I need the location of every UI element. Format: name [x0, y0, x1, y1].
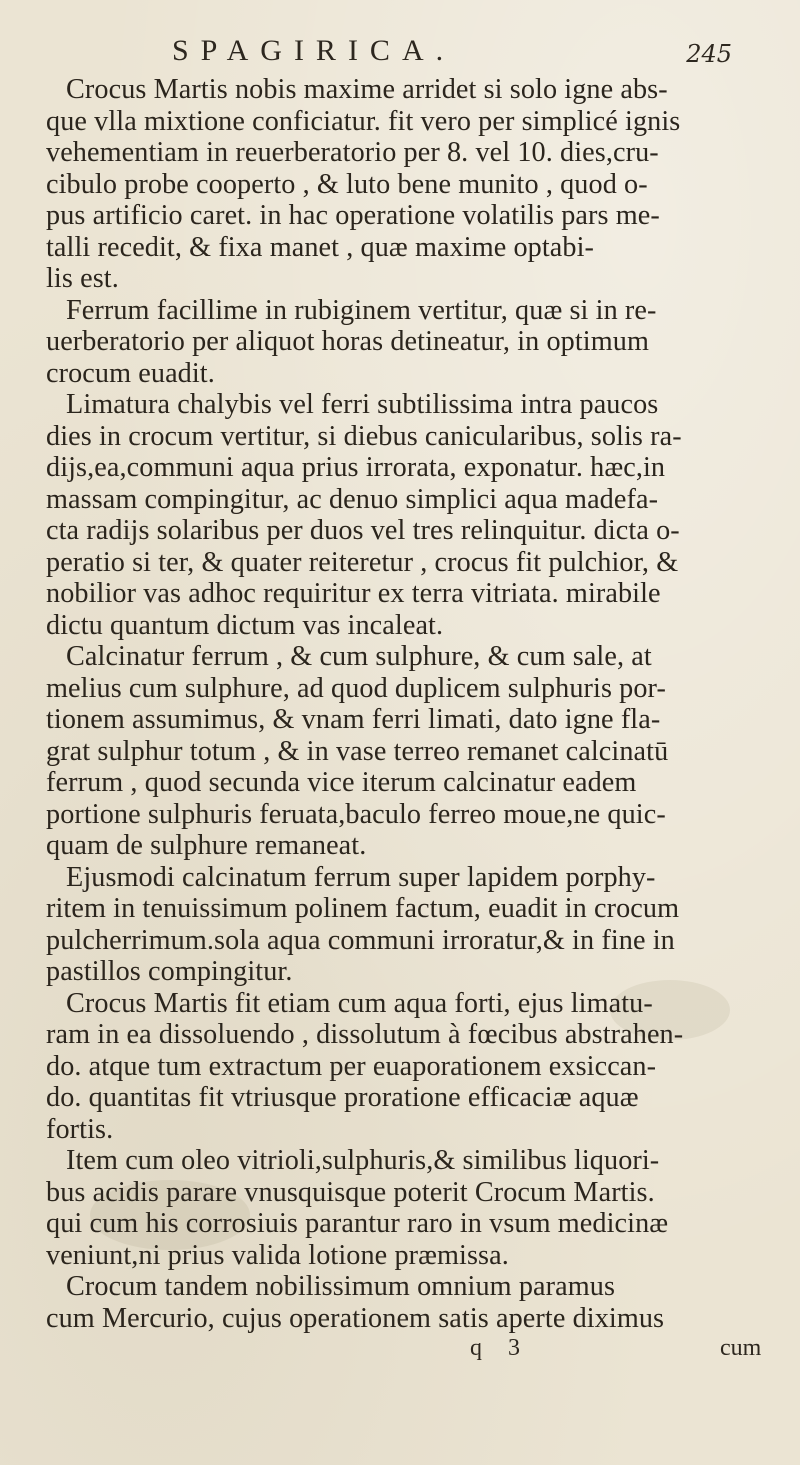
catchword: cum [720, 1335, 762, 1361]
text-line: Calcinatur ferrum , & cum sulphure, & cum sale, at [66, 641, 652, 672]
text-line: vehementiam in reuerberatorio per 8. vel 10. dies,cru- [46, 137, 659, 168]
text-line: pastillos compingitur. [46, 956, 293, 987]
text-line: melius cum sulphure, ad quod duplicem sulphuris por- [46, 672, 666, 704]
text-line: Limatura chalybis vel ferri subtilissima intra paucos [66, 389, 659, 420]
text-line: pulcherrimum.sola aqua communi irroratur,& in fine in [46, 924, 675, 956]
text-line: cta radijs solaribus per duos vel tres relinquitur. dicta o- [46, 515, 680, 546]
text-line: Crocus Martis nobis maxime arridet si solo igne abs- [66, 74, 668, 105]
text-line: dijs,ea,communi aqua prius irrorata, exponatur. hæc,in [46, 452, 666, 483]
text-line: fortis. [46, 1113, 114, 1145]
text-line: qui cum his corrosiuis parantur raro in vsum medicinæ [46, 1208, 669, 1239]
text-line: do. atque tum extractum per euaporationem exsiccan- [46, 1050, 657, 1082]
text-line: cibulo probe cooperto , & luto bene munito , quod o- [46, 168, 648, 200]
text-line: tionem assumimus, & vnam ferri limati, dato igne fla- [46, 704, 661, 735]
running-head: SPAGIRICA. [172, 34, 456, 67]
text-line: nobilior vas adhoc requiritur ex terra vitriata. mirabile [46, 578, 661, 609]
text-line: dictu quantum dictum vas incaleat. [46, 609, 444, 641]
text-line: Item cum oleo vitrioli,sulphuris,& similibus liquori- [66, 1145, 660, 1176]
text-line: do. quantitas fit vtriusque proratione efficaciæ aquæ [46, 1082, 639, 1113]
text-line: veniunt,ni prius valida lotione præmissa. [46, 1239, 509, 1271]
page-footer [0, 1335, 800, 1375]
text-line: ritem in tenuissimum polinem factum, euadit in crocum [46, 893, 680, 924]
text-line: portione sulphuris feruata,baculo ferreo moue,ne quic- [46, 798, 666, 830]
text-line: lis est. [46, 263, 119, 294]
text-line: ram in ea dissoluendo , dissolutum à fœcibus abstrahen- [46, 1019, 684, 1050]
text-line: cum Mercurio, cujus operationem satis aperte diximus [46, 1302, 665, 1334]
text-line: dies in crocum vertitur, si diebus canicularibus, solis ra- [46, 420, 682, 452]
text-line: quam de sulphure remaneat. [46, 830, 367, 861]
text-line: Crocum tandem nobilissimum omnium paramus [66, 1271, 616, 1302]
text-line: talli recedit, & fixa manet , quæ maxime optabi- [46, 231, 595, 263]
page-number: 245 [686, 40, 732, 68]
text-line: massam compingitur, ac denuo simplici aqua madefa- [46, 483, 659, 515]
text-line: peratio si ter, & quater reiteretur , crocus fit pulchior, & [46, 546, 679, 578]
text-line: Ejusmodi calcinatum ferrum super lapidem porphy- [66, 861, 656, 893]
text-line: Ferrum facillime in rubiginem vertitur, quæ si in re- [66, 294, 657, 326]
signature-mark: q 3 [470, 1335, 530, 1361]
text-line: que vlla mixtione conficiatur. fit vero per simplicé ignis [46, 105, 681, 137]
text-line: pus artificio caret. in hac operatione volatilis pars me- [46, 200, 660, 231]
page-header [172, 34, 732, 74]
body-text [46, 74, 768, 1334]
text-line: grat sulphur totum , & in vase terreo remanet calcinatū [46, 735, 669, 767]
text-line: crocum euadit. [46, 357, 215, 389]
text-line: uerberatorio per aliquot horas detineatur, in optimum [46, 326, 649, 357]
text-line: ferrum , quod secunda vice iterum calcinatur eadem [46, 767, 637, 798]
text-line: bus acidis parare vnusquisque poterit Crocum Martis. [46, 1176, 655, 1208]
text-line: Crocus Martis fit etiam cum aqua forti, ejus limatu- [66, 987, 653, 1019]
